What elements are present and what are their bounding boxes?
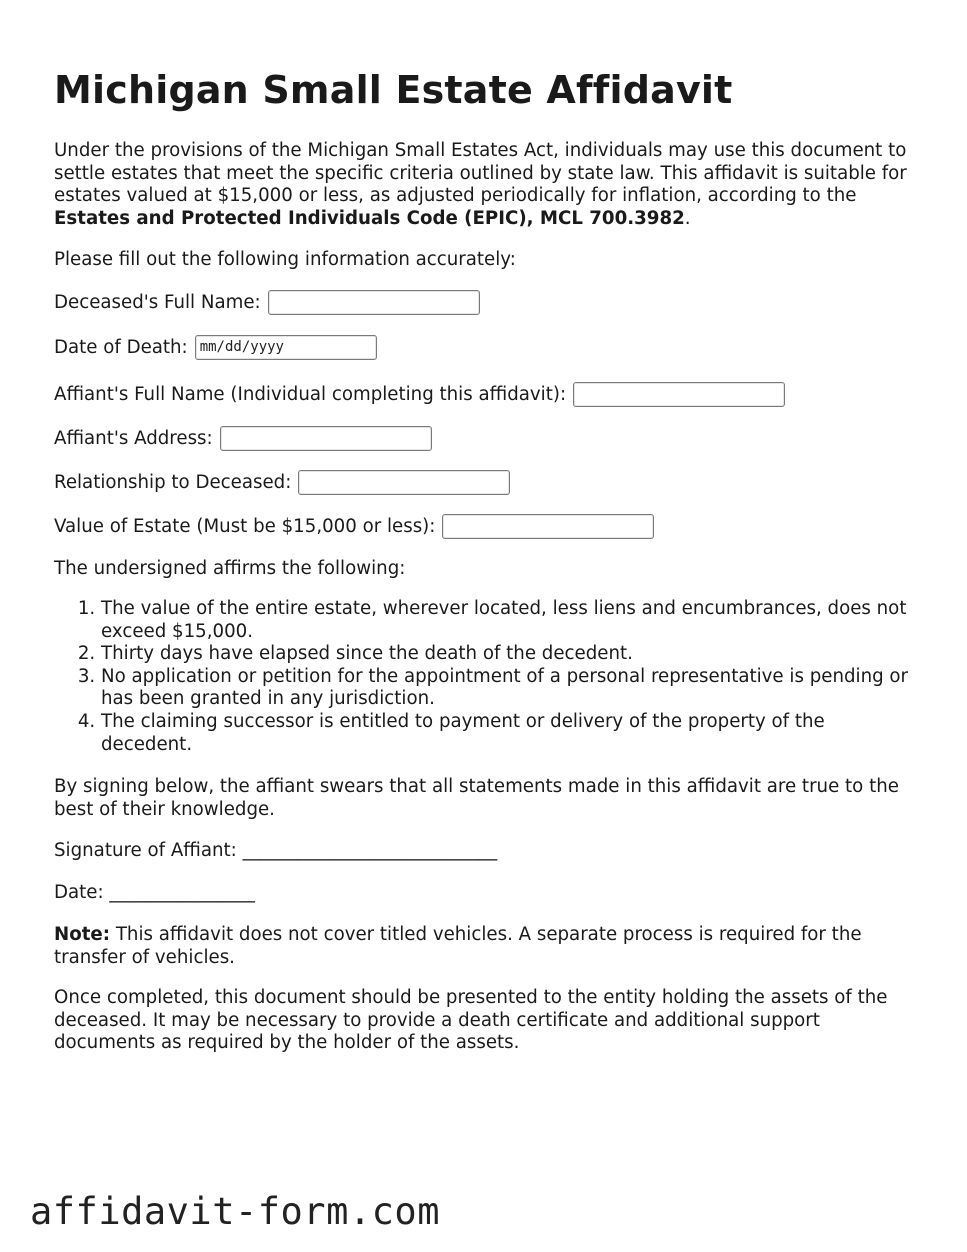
closing-paragraph: Once completed, this document should be presented to the entity holding the assets of the deceased. It may be necessary to provide a death certificate and additional support documents as required by the holder of the assets.	[54, 987, 888, 1054]
deceased-name-row	[54, 290, 480, 315]
affirmation-item: 2. Thirty days have elapsed since the death of the decedent.	[101, 643, 920, 666]
note-paragraph	[54, 924, 920, 969]
oath-paragraph: By signing below, the affiant swears that all statements made in this affidavit are true to the best of their knowledge.	[54, 776, 899, 820]
note-label: Note:	[54, 924, 111, 945]
date-of-death-label: Date of Death:	[54, 337, 188, 358]
affiant-address-input[interactable]	[220, 426, 432, 451]
relationship-label: Relationship to Deceased:	[54, 472, 292, 493]
affirmations-list	[54, 598, 920, 756]
intro-code-reference: Estates and Protected Individuals Code (EPIC), MCL 700.3982	[54, 207, 685, 229]
affiant-name-row	[54, 382, 785, 407]
deceased-name-label: Deceased's Full Name:	[54, 292, 261, 313]
affiant-address-row	[54, 426, 432, 451]
deceased-name-input[interactable]	[268, 290, 480, 315]
relationship-row	[54, 470, 510, 495]
estate-value-input[interactable]	[442, 514, 654, 539]
estate-value-label: Value of Estate (Must be $15,000 or less):	[54, 516, 436, 537]
intro-end: .	[684, 207, 691, 229]
footer-watermark: affidavit-form.com	[30, 1190, 440, 1233]
estate-value-row	[54, 514, 654, 539]
intro-paragraph	[54, 140, 920, 230]
signature-row	[54, 840, 920, 863]
date-row	[54, 882, 920, 905]
page-title: Michigan Small Estate Affidavit	[54, 68, 733, 112]
intro-text: Under the provisions of the Michigan Small Estates Act, individuals may use this document to settle estates that meet the specific criteria outlined by state law. This affidavit is suitable for estates valued at $15,000 or less, as adjusted periodically for inflation, according to the	[54, 140, 907, 207]
affirmation-item: 3. No application or petition for the appointment of a personal representative is pending or has been granted in any jurisdiction.	[101, 666, 920, 711]
signature-label: Signature of Affiant:	[54, 840, 237, 861]
date-line: ________________	[109, 882, 255, 903]
affirmation-item: 1. The value of the entire estate, wherever located, less liens and encumbrances, does not exceed $15,000.	[101, 598, 920, 643]
note-text: This affidavit does not cover titled vehicles. A separate process is required for the transfer of vehicles.	[54, 924, 862, 968]
signature-line: ____________________________	[242, 840, 498, 861]
instructions-text: Please fill out the following information accurately:	[54, 249, 516, 270]
date-of-death-row	[54, 335, 377, 360]
date-of-death-input[interactable]: mm/dd/yyyy	[195, 335, 377, 360]
affiant-address-label: Affiant's Address:	[54, 428, 213, 449]
affirmation-item: 4. The claiming successor is entitled to payment or delivery of the property of the decedent.	[101, 711, 920, 756]
affiant-name-label: Affiant's Full Name (Individual completing this affidavit):	[54, 384, 567, 405]
affiant-name-input[interactable]	[573, 382, 785, 407]
affirms-heading: The undersigned affirms the following:	[54, 558, 406, 579]
relationship-input[interactable]	[298, 470, 510, 495]
date-label: Date:	[54, 882, 104, 903]
